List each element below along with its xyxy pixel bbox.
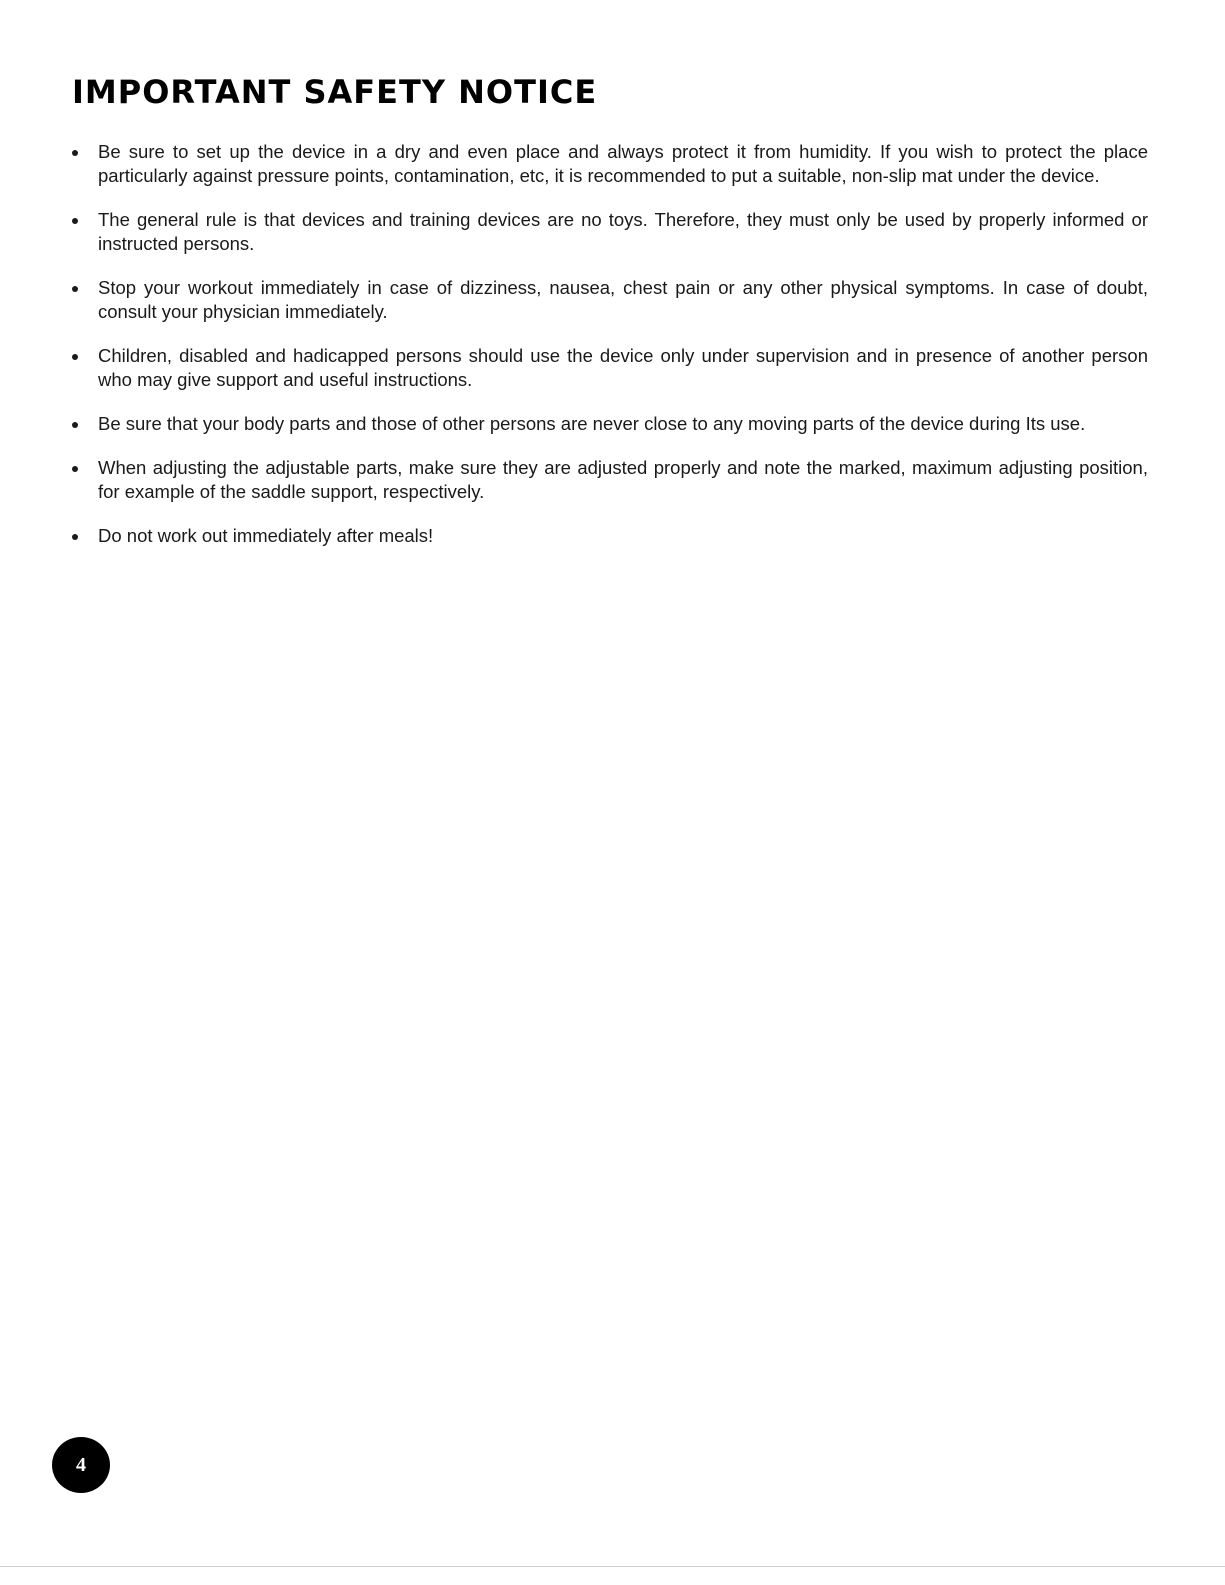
notice-item [60, 344, 1148, 392]
bullet-icon [72, 286, 78, 292]
page-number-badge: 4 [52, 1437, 110, 1493]
notice-item [60, 276, 1148, 324]
notice-text: Do not work out immediately after meals! [98, 525, 434, 546]
bullet-icon [72, 534, 78, 540]
notice-item [60, 456, 1148, 504]
bullet-icon [72, 354, 78, 360]
notice-text: Children, disabled and hadicapped persons should use the device only under supervision and in presence of another person who may give support and useful instructions. [98, 345, 1148, 390]
bottom-divider [0, 1566, 1225, 1567]
page-title: IMPORTANT SAFETY NOTICE [72, 73, 598, 111]
bullet-icon [72, 150, 78, 156]
notice-item [60, 524, 1148, 548]
notice-item [60, 412, 1148, 436]
bullet-icon [72, 218, 78, 224]
bullet-icon [72, 422, 78, 428]
notice-item [60, 208, 1148, 256]
notice-text: Be sure that your body parts and those of other persons are never close to any moving parts of the device during Its use. [98, 413, 1086, 434]
notice-text: When adjusting the adjustable parts, make sure they are adjusted properly and note the marked, maximum adjusting position, for example of the saddle support, respectively. [98, 457, 1148, 502]
notice-text: The general rule is that devices and training devices are no toys. Therefore, they must only be used by properly informed or instructed persons. [98, 209, 1148, 254]
notice-text: Be sure to set up the device in a dry and even place and always protect it from humidity. If you wish to protect the place particularly against pressure points, contamination, etc, it is recommended to put a suitable, non-slip mat under the device. [98, 141, 1148, 186]
notice-item [60, 140, 1148, 188]
safety-notice-list [60, 140, 1148, 568]
bullet-icon [72, 466, 78, 472]
notice-text: Stop your workout immediately in case of dizziness, nausea, chest pain or any other physical symptoms. In case of doubt, consult your physician immediately. [98, 277, 1148, 322]
